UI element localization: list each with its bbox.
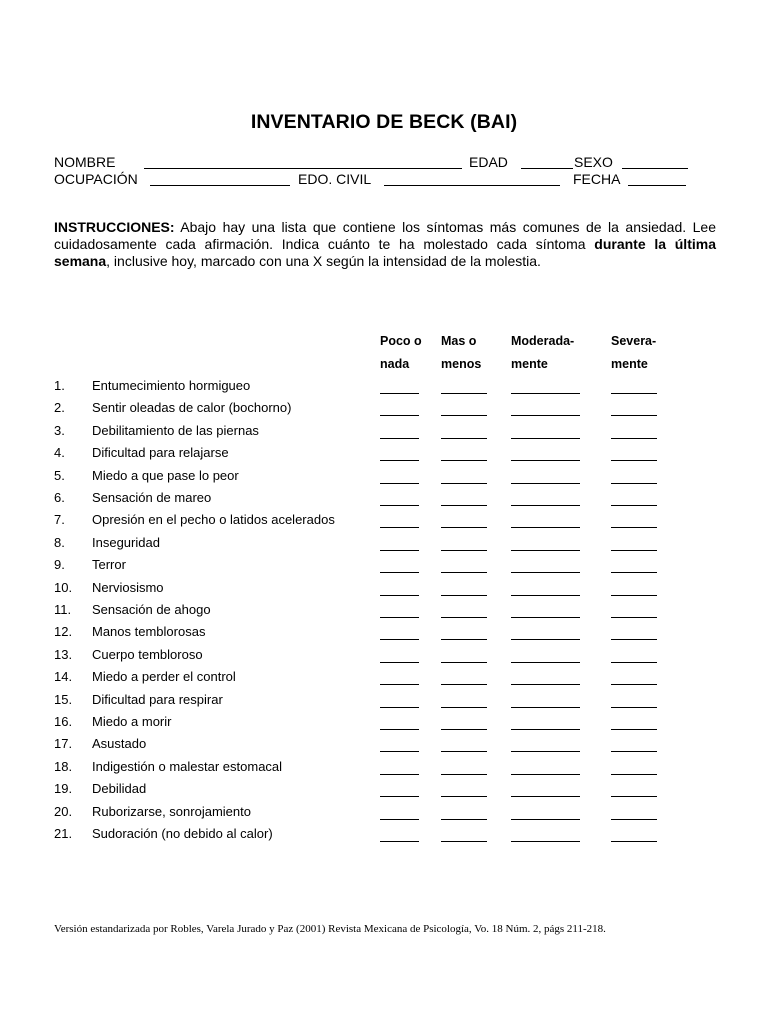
item-text: Opresión en el pecho o latidos acelerados [92, 512, 335, 528]
item-number: 7. [54, 512, 65, 528]
answer-blank[interactable] [611, 796, 657, 797]
answer-blank[interactable] [611, 774, 657, 775]
answer-blank[interactable] [380, 684, 419, 685]
item-number: 21. [54, 826, 73, 841]
answer-blank[interactable] [511, 617, 580, 618]
column-header-line1: Severa- [611, 334, 657, 348]
answer-blank[interactable] [441, 819, 487, 820]
answer-blank[interactable] [380, 572, 419, 573]
edad-field[interactable] [521, 168, 573, 169]
item-text: Debilitamiento de las piernas [92, 422, 259, 438]
answer-blank[interactable] [380, 707, 419, 708]
answer-blank[interactable] [611, 841, 657, 842]
answer-blank[interactable] [511, 572, 580, 573]
answer-blank[interactable] [511, 707, 580, 708]
answer-blank[interactable] [380, 505, 419, 506]
answer-blank[interactable] [511, 550, 580, 551]
answer-blank[interactable] [441, 707, 487, 708]
column-header [511, 330, 574, 376]
column-header-line2: nada [380, 357, 410, 371]
answer-blank[interactable] [380, 751, 419, 752]
column-header-line1: Moderada- [511, 334, 575, 348]
answer-blank[interactable] [511, 595, 580, 596]
answer-blank[interactable] [611, 572, 657, 573]
answer-blank[interactable] [511, 639, 580, 640]
item-text: Miedo a morir [92, 714, 172, 729]
item-text: Sentir oleadas de calor (bochorno) [92, 400, 292, 416]
answer-blank[interactable] [441, 617, 487, 618]
answer-blank[interactable] [511, 393, 580, 394]
item-number: 1. [54, 378, 65, 393]
item-text: Dificultad para relajarse [92, 445, 229, 461]
answer-blank[interactable] [441, 483, 487, 484]
answer-blank[interactable] [511, 684, 580, 685]
answer-blank[interactable] [611, 639, 657, 640]
answer-blank[interactable] [441, 751, 487, 752]
item-number: 4. [54, 445, 65, 461]
item-number: 9. [54, 557, 65, 573]
item-text: Sensación de ahogo [92, 602, 211, 617]
column-header-line2: mente [511, 357, 548, 371]
answer-blank[interactable] [511, 662, 580, 663]
item-number: 12. [54, 624, 73, 640]
answer-blank[interactable] [441, 774, 487, 775]
item-text: Dificultad para respirar [92, 691, 223, 707]
item-text: Inseguridad [92, 534, 160, 550]
answer-blank[interactable] [380, 819, 419, 820]
answer-blank[interactable] [611, 550, 657, 551]
item-text: Terror [92, 557, 126, 573]
answer-blank[interactable] [441, 796, 487, 797]
answer-blank[interactable] [380, 774, 419, 775]
item-text: Indigestión o malestar estomacal [92, 758, 283, 774]
item-number: 5. [54, 467, 65, 483]
answer-blank[interactable] [380, 483, 419, 484]
item-number: 3. [54, 422, 65, 438]
answer-blank[interactable] [380, 415, 419, 416]
answer-blank[interactable] [611, 707, 657, 708]
answer-blank[interactable] [441, 505, 487, 506]
item-number: 2. [54, 400, 65, 416]
answer-blank[interactable] [441, 460, 487, 461]
answer-blank[interactable] [611, 527, 657, 528]
item-number: 14. [54, 669, 73, 685]
answer-blank[interactable] [511, 527, 580, 528]
item-text: Nerviosismo [92, 579, 164, 595]
answer-blank[interactable] [511, 729, 580, 730]
answer-blank[interactable] [441, 729, 487, 730]
page-title: INVENTARIO DE BECK (BAI) [250, 111, 518, 133]
answer-blank[interactable] [611, 505, 657, 506]
instructions-text-2: , inclusive hoy, marcado con una X según la intensidad de la molestia. [106, 253, 541, 269]
edo-civil-field[interactable] [384, 185, 560, 186]
item-text: Miedo a perder el control [92, 669, 236, 685]
answer-blank[interactable] [441, 572, 487, 573]
answer-blank[interactable] [380, 438, 419, 439]
answer-blank[interactable] [511, 751, 580, 752]
column-header [380, 330, 422, 376]
item-text: Debilidad [92, 781, 147, 797]
answer-blank[interactable] [611, 684, 657, 685]
column-header-line2: menos [441, 357, 482, 371]
answer-blank[interactable] [511, 819, 580, 820]
nombre-field[interactable] [144, 168, 462, 169]
column-header [611, 330, 656, 376]
answer-blank[interactable] [441, 550, 487, 551]
answer-blank[interactable] [511, 774, 580, 775]
item-number: 10. [54, 579, 73, 595]
ocupacion-field[interactable] [150, 185, 290, 186]
item-number: 19. [54, 781, 73, 797]
fecha-field[interactable] [628, 185, 686, 186]
fecha-label: FECHA [573, 171, 621, 187]
answer-blank[interactable] [441, 393, 487, 394]
answer-blank[interactable] [441, 841, 487, 842]
item-text: Sudoración (no debido al calor) [92, 826, 273, 841]
edo-civil-label: EDO. CIVIL [298, 171, 372, 187]
answer-blank[interactable] [611, 483, 657, 484]
ocupacion-label: OCUPACIÓN [54, 171, 138, 187]
answer-blank[interactable] [441, 527, 487, 528]
column-header-line2: mente [611, 357, 648, 371]
answer-blank[interactable] [380, 662, 419, 663]
answer-blank[interactable] [380, 841, 419, 842]
item-number: 18. [54, 758, 73, 774]
answer-blank[interactable] [511, 438, 580, 439]
instructions-text-1: Abajo hay una lista que contiene los síntomas más comunes de la ansiedad. Lee cuidadosamente cada afirmación. Indica cuánto te ha molestado cada síntoma [54, 219, 716, 252]
instructions-paragraph [54, 219, 716, 270]
answer-blank[interactable] [511, 841, 580, 842]
answer-blank[interactable] [380, 796, 419, 797]
answer-blank[interactable] [380, 550, 419, 551]
answer-blank[interactable] [441, 438, 487, 439]
answer-blank[interactable] [611, 617, 657, 618]
answer-blank[interactable] [441, 595, 487, 596]
answer-blank[interactable] [611, 460, 657, 461]
answer-blank[interactable] [380, 393, 419, 394]
answer-blank[interactable] [380, 729, 419, 730]
instructions-label: INSTRUCCIONES: [54, 219, 175, 235]
answer-blank[interactable] [441, 684, 487, 685]
item-text: Cuerpo tembloroso [92, 646, 203, 662]
answer-blank[interactable] [611, 595, 657, 596]
answer-blank[interactable] [511, 483, 580, 484]
answer-blank[interactable] [380, 617, 419, 618]
item-number: 8. [54, 534, 65, 550]
sexo-label: SEXO [574, 154, 613, 170]
item-text: Manos temblorosas [92, 624, 206, 640]
item-number: 20. [54, 803, 73, 819]
answer-blank[interactable] [380, 639, 419, 640]
answer-blank[interactable] [611, 438, 657, 439]
answer-blank[interactable] [441, 639, 487, 640]
item-text: Miedo a que pase lo peor [92, 467, 239, 483]
item-text: Sensación de mareo [92, 490, 212, 505]
column-header-line1: Poco o [380, 334, 422, 348]
item-number: 11. [54, 602, 72, 617]
item-number: 6. [54, 490, 65, 505]
column-header [441, 330, 481, 376]
answer-blank[interactable] [611, 393, 657, 394]
sexo-field[interactable] [622, 168, 688, 169]
answer-blank[interactable] [511, 796, 580, 797]
answer-blank[interactable] [611, 729, 657, 730]
answer-blank[interactable] [611, 662, 657, 663]
answer-blank[interactable] [611, 415, 657, 416]
footer-citation: Versión estandarizada por Robles, Varela Jurado y Paz (2001) Revista Mexicana de Psicología, Vo. 18 Núm. 2, págs 211-218. [54, 923, 606, 935]
nombre-label: NOMBRE [54, 154, 116, 170]
answer-blank[interactable] [441, 415, 487, 416]
item-text: Ruborizarse, sonrojamiento [92, 803, 251, 819]
answer-blank[interactable] [380, 460, 419, 461]
answer-blank[interactable] [511, 460, 580, 461]
answer-blank[interactable] [611, 819, 657, 820]
answer-blank[interactable] [511, 415, 580, 416]
item-text: Entumecimiento hormigueo [92, 378, 251, 393]
item-number: 16. [54, 714, 73, 729]
edad-label: EDAD [469, 154, 508, 170]
column-header-line1: Mas o [441, 334, 477, 348]
answer-blank[interactable] [511, 505, 580, 506]
item-number: 15. [54, 691, 73, 707]
answer-blank[interactable] [380, 527, 419, 528]
answer-blank[interactable] [441, 662, 487, 663]
answer-blank[interactable] [611, 751, 657, 752]
item-text: Asustado [92, 736, 147, 752]
answer-blank[interactable] [380, 595, 419, 596]
item-number: 17. [54, 736, 73, 752]
instructions-emphasis: durante la última semana [54, 236, 716, 269]
item-number: 13. [54, 646, 73, 662]
